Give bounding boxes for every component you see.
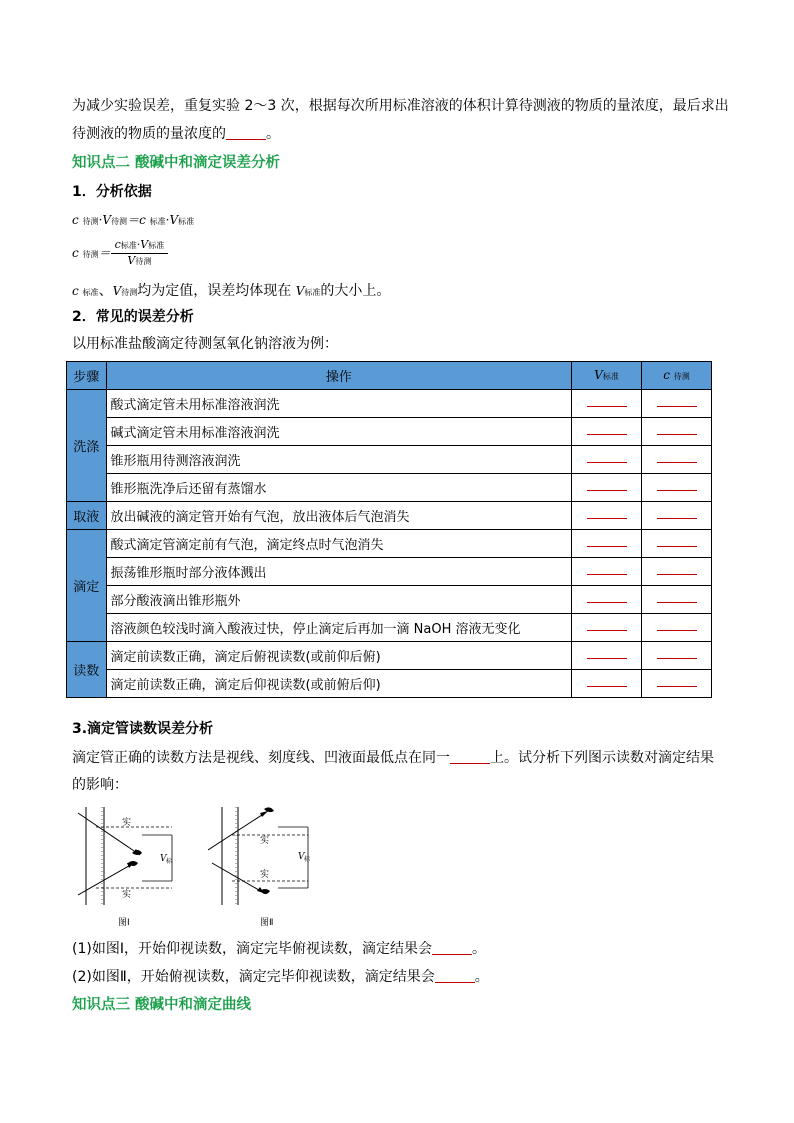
fraction-denominator: [111, 254, 169, 269]
table-row: [67, 502, 712, 530]
section3-desc-line2: 的影响：: [72, 777, 128, 793]
blank-cell[interactable]: [642, 558, 712, 586]
error-analysis-table: [66, 361, 712, 698]
figure-1: [72, 805, 192, 934]
blank-cell[interactable]: [642, 530, 712, 558]
formula-equality: c 待测·V待测＝c 标准·V标准: [72, 213, 195, 227]
sub-std: 标准: [148, 241, 165, 250]
table-row: [67, 558, 712, 586]
note-v-std: [296, 284, 321, 298]
v-sub-label: 标: [304, 856, 311, 863]
blank-cell[interactable]: [572, 670, 642, 698]
blank-cell[interactable]: [642, 502, 712, 530]
question-1-text: (1)如图Ⅰ，开始仰视读数，滴定完毕俯视读数，滴定结果会: [72, 941, 432, 957]
sub-std: 标准: [149, 217, 166, 226]
blank-cell[interactable]: [642, 390, 712, 418]
burette-diagram-1: [72, 805, 192, 930]
blank-cell[interactable]: [642, 446, 712, 474]
note-text-mid: 均为定值，误差均体现在: [137, 283, 292, 299]
real-label-top: 实: [122, 818, 132, 828]
sub-to-measure: 待测: [673, 372, 690, 381]
v-sub-label: 标: [166, 858, 173, 865]
answer-blank[interactable]: [226, 125, 266, 140]
blank-cell[interactable]: [572, 558, 642, 586]
intro-line-2: [72, 124, 280, 144]
blank-cell[interactable]: [572, 390, 642, 418]
table-row: [67, 530, 712, 558]
formula-note: c 标准、V待测均为定值，误差均体现在 V标准的大小上。: [72, 283, 391, 299]
question-2-text: (2)如图Ⅱ，开始俯视读数，滴定完毕仰视读数，滴定结果会: [72, 969, 435, 985]
sub-to-measure: 待测: [82, 250, 99, 259]
v-label: V: [160, 854, 167, 864]
operation-cell: 振荡锥形瓶时部分液体溅出: [106, 558, 571, 586]
figure-2-label: 图Ⅱ: [260, 918, 274, 928]
note-text-end: 的大小上。: [320, 283, 391, 299]
step-cell: 读数: [67, 642, 107, 698]
intro-line-2-end: 。: [266, 126, 280, 142]
table-row: [67, 474, 712, 502]
answer-blank[interactable]: [450, 749, 490, 764]
symbol-c: c: [114, 238, 121, 251]
sub-std: 标准: [304, 288, 321, 297]
question-1-end: 。: [471, 941, 486, 957]
symbol-c: c: [72, 213, 79, 227]
fraction: [111, 238, 169, 269]
table-row: [67, 642, 712, 670]
real-label-top: 实: [260, 836, 270, 846]
section4-title: 知识点三 酸碱中和滴定曲线: [72, 997, 252, 1013]
header-v-std: [572, 362, 642, 390]
desc-text-end: 上。试分析下列图示读数对滴定结果: [490, 750, 714, 766]
note-c-std: [72, 284, 99, 298]
sub-std: 标准: [82, 288, 99, 297]
blank-cell[interactable]: [572, 642, 642, 670]
section2-sub2: 2．常见的误差分析: [72, 309, 194, 325]
sub-to-measure: 待测: [82, 217, 99, 226]
operation-cell: 锥形瓶用待测溶液润洗: [106, 446, 571, 474]
figure-2: [208, 805, 328, 934]
table-row: [67, 446, 712, 474]
table-row: [67, 390, 712, 418]
formula-fraction: c 待测＝ $\frac{\text{c标准·V标准}}{\text{V待测}}$: [72, 236, 168, 270]
symbol-v: V: [169, 213, 179, 227]
symbol-v: V: [140, 238, 149, 251]
answer-blank[interactable]: [435, 968, 475, 983]
symbol-v: V: [102, 213, 112, 227]
blank-cell[interactable]: [642, 586, 712, 614]
blank-cell[interactable]: [572, 474, 642, 502]
symbol-c: c: [72, 246, 79, 260]
operation-cell: 酸式滴定管未用标准溶液润洗: [106, 390, 571, 418]
header-step: 步骤: [67, 362, 107, 390]
blank-cell[interactable]: [642, 670, 712, 698]
sub-to-measure: 待测: [111, 217, 128, 226]
question-1: [72, 939, 486, 959]
table-header-row: [67, 362, 712, 390]
example-text: 以用标准盐酸滴定待测氢氧化钠溶液为例：: [72, 336, 338, 352]
blank-cell[interactable]: [642, 418, 712, 446]
blank-cell[interactable]: [572, 586, 642, 614]
table-row: [67, 670, 712, 698]
intro-line-1: 为减少实验误差，重复实验 2～3 次，根据每次所用标准溶液的体积计算待测液的物质的量浓度，最后求出: [72, 98, 729, 114]
step-cell: 取液: [67, 502, 107, 530]
question-2: [72, 967, 489, 987]
section3-desc: [72, 748, 714, 768]
symbol-v: V: [594, 368, 603, 382]
sub-std: 标准: [120, 241, 137, 250]
real-label-bottom: 实: [122, 890, 132, 900]
table-row: [67, 614, 712, 642]
blank-cell[interactable]: [572, 614, 642, 642]
sub-to-measure: 待测: [135, 257, 152, 266]
sub-std: 标准: [178, 217, 195, 226]
symbol-v: V: [112, 284, 122, 298]
section3-title: 3.滴定管读数误差分析: [72, 721, 214, 737]
desc-text: 滴定管正确的读数方法是视线、刻度线、凹液面最低点在同一: [72, 750, 450, 766]
sub-to-measure: 待测: [121, 288, 138, 297]
operation-cell: 酸式滴定管滴定前有气泡，滴定终点时气泡消失: [106, 530, 571, 558]
figure-1-label: 图Ⅰ: [118, 918, 130, 928]
real-label-bottom: 实: [260, 870, 270, 880]
operation-cell: 滴定前读数正确，滴定后俯视读数(或前仰后俯): [106, 642, 571, 670]
symbol-c: c: [663, 368, 670, 382]
operation-cell: 滴定前读数正确，滴定后仰视读数(或前俯后仰): [106, 670, 571, 698]
intro-line-2-text: 待测液的物质的量浓度的: [72, 126, 226, 142]
symbol-c: c: [139, 213, 146, 227]
blank-cell[interactable]: [642, 642, 712, 670]
v-label: V: [298, 852, 305, 862]
section2-title: 知识点二 酸碱中和滴定误差分析: [72, 155, 281, 171]
blank-cell[interactable]: [572, 446, 642, 474]
table-row: [67, 418, 712, 446]
symbol-c: c: [72, 284, 79, 298]
header-c-measure: [642, 362, 712, 390]
blank-cell[interactable]: [572, 502, 642, 530]
operation-cell: 锥形瓶洗净后还留有蒸馏水: [106, 474, 571, 502]
step-cell: 洗涤: [67, 390, 107, 502]
blank-cell[interactable]: [642, 614, 712, 642]
symbol-v: V: [127, 254, 136, 267]
symbol-v: V: [295, 284, 305, 298]
sub-std: 标准: [602, 372, 619, 381]
fraction-numerator: c标准·V标准: [111, 238, 169, 254]
operation-cell: 碱式滴定管未用标准溶液润洗: [106, 418, 571, 446]
burette-diagram-2: [208, 805, 328, 930]
header-operation: 操作: [106, 362, 571, 390]
table-row: [67, 586, 712, 614]
operation-cell: 放出碱液的滴定管开始有气泡，放出液体后气泡消失: [106, 502, 571, 530]
answer-blank[interactable]: [432, 940, 472, 955]
note-v-measure: [113, 284, 138, 298]
step-cell: 滴定: [67, 530, 107, 642]
blank-cell[interactable]: [572, 530, 642, 558]
question-2-end: 。: [474, 969, 489, 985]
operation-cell: 溶液颜色较浅时滴入酸液过快，停止滴定后再加一滴 NaOH 溶液无变化: [106, 614, 571, 642]
blank-cell[interactable]: [572, 418, 642, 446]
blank-cell[interactable]: [642, 474, 712, 502]
operation-cell: 部分酸液滴出锥形瓶外: [106, 586, 571, 614]
section2-sub1: 1．分析依据: [72, 184, 152, 200]
